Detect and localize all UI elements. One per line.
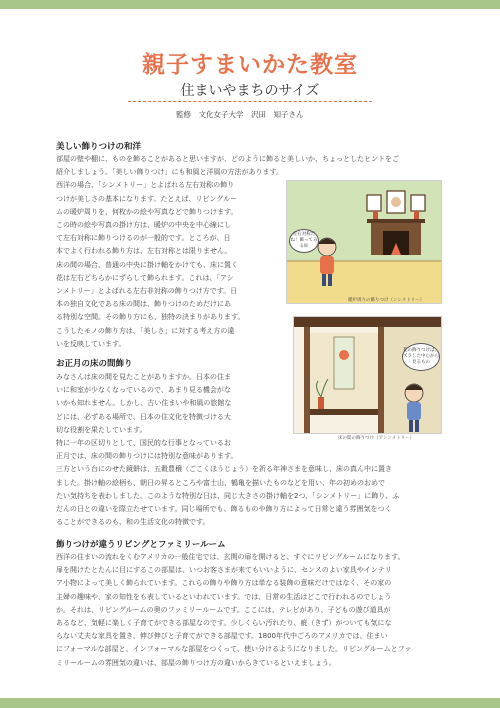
text-line: 本の独自文化である床の間は、飾りつけのためだけにあ bbox=[56, 300, 231, 309]
page-subtitle: 住まいやまちのサイズ bbox=[180, 83, 320, 99]
text-line: 西洋の場合、「シンメトリー」とよばれる左右対称の飾り bbox=[56, 181, 235, 190]
figure2-caption: 床の間の飾りつけ（アシンメトリー） bbox=[338, 436, 415, 441]
text-line: 扉を開けたとたんに目にするこの部屋は、いつお客さまが来てもいいように、センスのよい家具やインテリ bbox=[56, 566, 392, 575]
text-line: いに和室が少なくなっているので、あまり見る機会がな bbox=[56, 386, 231, 395]
text-line: 西洋の住まいの流れをくむアメリカの一般住宅では、玄関の扉を開けると、すぐにリビングルームになります。 bbox=[56, 553, 405, 561]
text-line: いかも知れません。しかし、古い住まいや和風の旅館な bbox=[56, 399, 232, 408]
text-line: こうしたモノの飾り方は、「美しさ」に対する考え方の違 bbox=[56, 326, 235, 335]
bottom-color-band bbox=[0, 698, 500, 708]
text-line: 特に一年の区切りとして、国民的な行事となっているお bbox=[56, 439, 231, 448]
supervisor-credit: 監修 文化女子大学 沢田 知子さん bbox=[176, 110, 304, 119]
text-line: ミリールームの雰囲気の違いは、部屋の飾りつけ方の違いからきているといえましょう。 bbox=[56, 658, 336, 667]
text-line: 本でよく行われる飾り方は、左右対称とは限りません。 bbox=[56, 247, 232, 256]
speech-bubble-symmetry: 左右対称だね！飾ってみる絵 bbox=[289, 229, 319, 253]
tokonoma-drawing bbox=[294, 317, 442, 434]
text-line: にフォーマルな部屋と、インフォーマルな部屋をつくって、使い分けるようになりました。リビングルームとファ bbox=[56, 645, 412, 654]
text-line: か。それは、リビングルームの奥のファミリールームです。ここには、テレビがあり、子どもの遊び道具が bbox=[56, 605, 391, 614]
section-heading-new-year-alcove: お正月の床の間飾り bbox=[56, 359, 133, 369]
text-line: 紹介しましょう。「美しい飾りつけ」にも和風と洋風の方法があります。 bbox=[56, 168, 283, 177]
section-heading-living-family-room: 飾りつけが違うリビングとファミリールーム bbox=[56, 540, 226, 550]
top-color-band bbox=[0, 0, 500, 9]
text-line: だんの日との違いを際立たせています。同じ場所でも、飾るものや飾り方によって日常と違う雰囲気をつく bbox=[56, 505, 392, 514]
text-line: たい気持ちを表わしました。このような特別な日は、同じ大きさの掛け軸を2つ、「シンメトリー」に飾り、ふ bbox=[56, 491, 400, 500]
text-line: どには、必ずある場所で、日本の住文化を特徴づける大 bbox=[56, 412, 231, 421]
text-line: ムの暖炉周りを、何枚かの絵や写真などで飾りつけます。 bbox=[56, 207, 238, 216]
text-line: 花は左右どちらかにずらして飾られます。これは、「アシ bbox=[56, 273, 234, 282]
text-line: 床の間の場合、普通の中央に掛け軸をかけても、床に置く bbox=[56, 260, 238, 269]
text-line: 正月では、床の間の飾りつけには特別な意味があります。 bbox=[56, 452, 238, 461]
text-line: 切な役割を果たしています。 bbox=[56, 425, 147, 434]
text-line: らない丈夫な家具を置き、伸び伸びと子育てができる部屋です。1800年代中ごろのアメリカでは、住まい bbox=[56, 632, 388, 641]
figure1-caption: 暖炉周りの飾りつけ（シンメトリー） bbox=[348, 298, 425, 303]
text-line: あるなど、気軽に楽しく子育てができる部屋なのです。少しくらい汚れたり、疵（きず）がついても気にな bbox=[56, 619, 392, 628]
text-line: て左右対称に飾りつけるのが一般的です。ところが、日 bbox=[56, 234, 231, 243]
text-line: この時の絵や写真の掛け方は、暖炉の中央を中心線にし bbox=[56, 221, 231, 230]
fireplace-illustration bbox=[286, 180, 442, 304]
text-line: ました。掛け軸の絵柄も、朝日の昇るところや富士山、鶴亀を描いたものなどを用い、年の初めのおめで bbox=[56, 478, 385, 487]
text-line: いを反映しています。 bbox=[56, 339, 126, 348]
text-line: ンメトリー」とよばれる左右非対称の飾りつけ方です。日 bbox=[56, 287, 238, 296]
speech-bubble-asymmetry: 花の飾りつけは、ズラした中心から見るもの bbox=[402, 343, 440, 371]
title-divider bbox=[128, 101, 372, 102]
text-line: 三方という台にのせた鏡餅は、五穀豊穣（ごこくほうじょう）を祈る年神さまを意味し、床の真ん中に置き bbox=[56, 465, 392, 474]
tokonoma-illustration bbox=[293, 316, 442, 434]
section3-body bbox=[56, 551, 412, 670]
text-line: ることができるのも、和の生活文化の特徴です。 bbox=[56, 518, 210, 527]
text-line: つけが美しさの基本になります。たとえば、リビングルー bbox=[56, 194, 238, 203]
text-line: る特別な空間。その飾り方にも、独特の決まりがあります。 bbox=[56, 313, 245, 322]
page-title: 親子すまいかた教室 bbox=[142, 52, 358, 78]
text-line: 部屋の壁や棚に、ものを飾ることがあると思いますが、どのように飾ると美しいか、ちょっとしたヒントをご bbox=[56, 155, 399, 163]
text-line: ア小物によって美しく飾られています。これらの飾りや飾り方は単なる装飾の意味だけではなく、その家の bbox=[56, 579, 392, 588]
text-line: 主婦の趣味や、家の知性をも表しているといわれています。では、日常の生活はどこで行われるのでしょう bbox=[56, 592, 392, 601]
text-line: みなさんは床の間を見たことがありますか。日本の住ま bbox=[56, 373, 231, 381]
section-heading-beautiful-decoration: 美しい飾りつけの和洋 bbox=[56, 142, 142, 152]
